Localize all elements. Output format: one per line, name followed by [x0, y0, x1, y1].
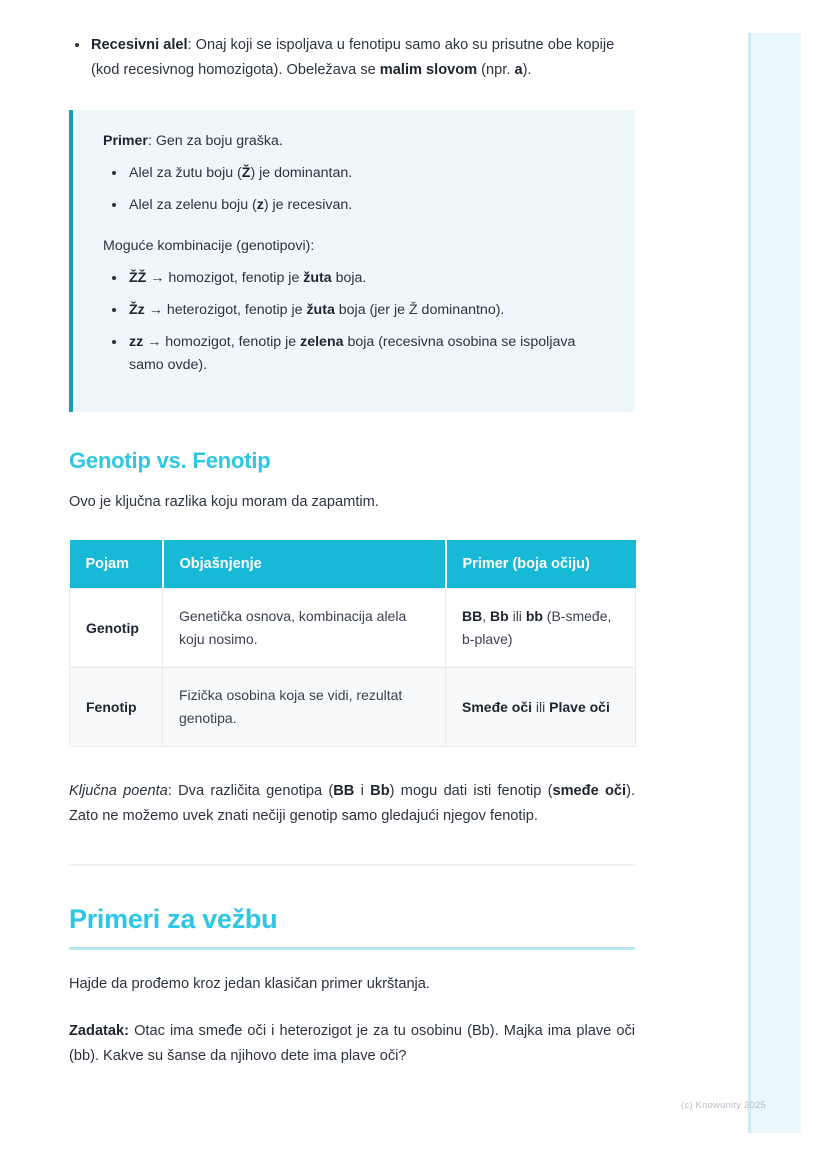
task-paragraph: Zadatak: Otac ima smeđe oči i heterozigot je za tu osobinu (Bb). Majka ima plave oči (bb). Kakve su šanse da njihovo dete ima plave oči? — [69, 1023, 635, 1064]
section-heading-genotype-phenotype: Genotip vs. Fenotip — [69, 448, 271, 473]
list-item — [69, 33, 635, 83]
examples-intro-text: Hajde da prođemo kroz jedan klasičan primer ukrštanja. — [69, 976, 430, 992]
table-row — [70, 589, 636, 668]
callout-lead — [103, 130, 613, 153]
list-item — [103, 194, 613, 217]
genotype-zz-dominant: ŽŽ → homozigot, fenotip je žuta boja. — [129, 270, 367, 286]
list-item — [103, 299, 613, 322]
copyright-watermark: (c) Knowunity 2025 — [681, 1100, 766, 1111]
cell-example-genotype: BB, Bb ili bb (B-smeđe, b-plave) — [446, 589, 636, 668]
callout-allele-list — [103, 162, 613, 217]
table-row — [70, 668, 636, 747]
list-item — [103, 331, 613, 377]
section-divider — [69, 864, 635, 866]
section-intro-text: Ovo je ključna razlika koju moram da zapamtim. — [69, 494, 379, 510]
cell-explanation-phenotype: Fizička osobina koja se vidi, rezultat genotipa. — [163, 668, 446, 747]
callout-subheading: Moguće kombinacije (genotipovi): — [103, 238, 315, 254]
recessive-allele-text: Recesivni alel: Onaj koji se ispoljava u fenotipu samo ako su prisutne obe kopije (kod recesivnog homozigota). Obeležava se malim slovom (npr. a). — [91, 37, 615, 78]
cell-term-genotype: Genotip — [70, 589, 163, 668]
callout-genotype-list — [103, 267, 613, 377]
genotype-recessive: zz → homozigot, fenotip je zelena boja (recesivna osobina se ispoljava samo ovde). — [129, 334, 576, 373]
key-point-paragraph: Ključna poenta: Dva različita genotipa (BB i Bb) mogu dati isti fenotip (smeđe oči). Zato ne možemo uvek znati nečiji genotip samo gledajući njegov fenotip. — [69, 783, 635, 824]
cell-explanation-genotype: Genetička osnova, kombinacija alela koju nosimo. — [163, 589, 446, 668]
list-item — [103, 162, 613, 185]
cell-term-phenotype: Fenotip — [70, 668, 163, 747]
recessive-allele-list — [69, 33, 635, 83]
heading-underline — [69, 947, 635, 950]
callout-allele-dominant: Alel za žutu boju (Ž) je dominantan. — [129, 165, 353, 181]
callout-lead-rest: : Gen za boju graška. — [147, 133, 283, 149]
right-decorative-strip — [748, 33, 801, 1133]
page-content — [69, 33, 635, 1069]
page-heading-examples: Primeri za vežbu — [69, 904, 278, 934]
list-item — [103, 267, 613, 290]
callout-allele-recessive: Alel za zelenu boju (z) je recesivan. — [129, 197, 353, 213]
column-header-term: Pojam — [70, 540, 163, 589]
callout-lead-label: Primer — [103, 133, 148, 149]
cell-example-phenotype: Smeđe oči ili Plave oči — [446, 668, 636, 747]
genotype-heterozygous: Žz → heterozigot, fenotip je žuta boja (jer je Ž dominantno). — [129, 302, 505, 318]
genotype-phenotype-table — [69, 540, 636, 747]
example-callout — [69, 110, 635, 412]
table-header-row — [70, 540, 636, 589]
column-header-example: Primer (boja očiju) — [446, 540, 636, 589]
column-header-explanation: Objašnjenje — [163, 540, 446, 589]
